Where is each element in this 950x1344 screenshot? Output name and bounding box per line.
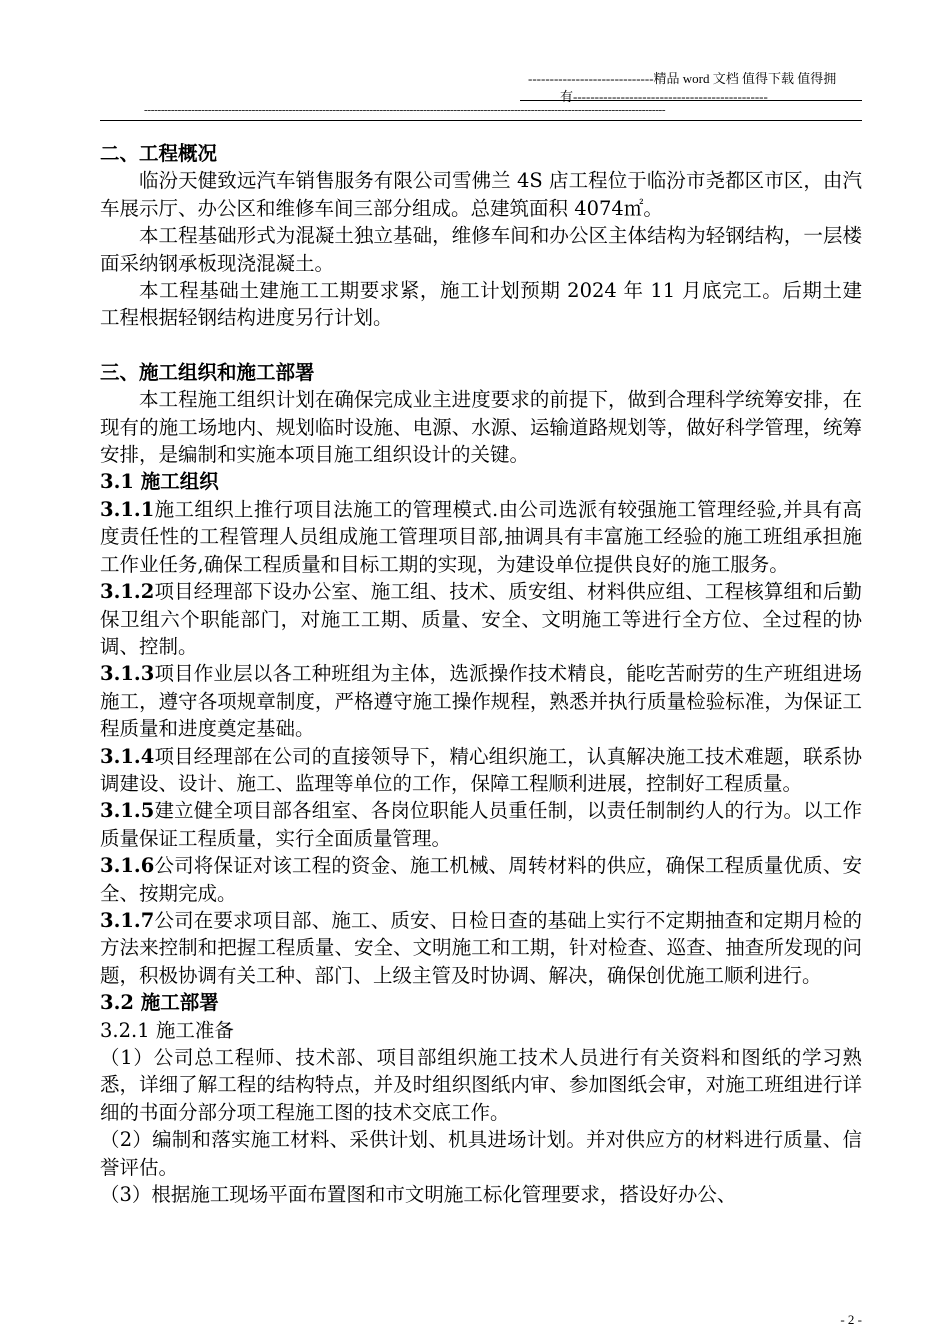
item-number: 3.1.1 [100,497,155,521]
paragraph: 本工程基础形式为混凝土独立基础，维修车间和办公区主体结构为轻钢结构，一层楼面采纳钢承板现浇混凝土。 [100,224,862,275]
list-item [100,496,862,578]
item-text: 项目经理部下设办公室、施工组、技术、质安组、材料供应组、工程核算组和后勤保卫组六个职能部门，对施工工期、质量、安全、文明施工等进行全方位、全过程的协调、控制。 [100,580,862,658]
subsection-heading-3-2: 3.2 施工部署 [100,991,219,1015]
item-text: 公司将保证对该工程的资金、施工机械、周转材料的供应，确保工程质量优质、安全、按期完成。 [100,854,862,905]
section-heading-organization: 三、施工组织和施工部署 [100,360,315,384]
header-rule-short [520,100,862,101]
prep-item: （2）编制和落实施工材料、采供计划、机具进场计划。并对供应方的材料进行质量、信誉评估。 [100,1128,862,1179]
header-rule [100,120,862,121]
list-item [100,852,862,907]
header-dash-line: ----------------------------------------------------------------------------------------------------------------------------------------------------------- [144,104,666,116]
item-number: 3.1.4 [100,744,155,768]
item-text: 公司在要求项目部、施工、质安、日检日查的基础上实行不定期抽查和定期月检的方法来控制和把握工程质量、安全、文明施工和工期，针对检查、巡查、抽查所发现的问题，积极协调有关工种、部门、上级主管及时协调、解决，确保创优施工顺利进行。 [100,908,862,987]
list-item [100,907,862,989]
page-number: - 2 - [840,1312,862,1327]
item-number: 3.1.7 [100,908,155,932]
item-text: 施工组织上推行项目法施工的管理模式.由公司选派有较强施工管理经验,并具有高度责任性的工程管理人员组成施工管理项目部,抽调具有丰富施工经验的施工班组承担施工作业任务,确保工程质量和目标工期的实现，为建设单位提供良好的施工服务。 [100,497,862,576]
paragraph: 临汾天健致远汽车销售服务有限公司雪佛兰 4S 店工程位于临汾市尧都区市区，由汽车展示厅、办公区和维修车间三部分组成。总建筑面积 4074㎡。 [100,169,862,220]
document-body [100,140,862,1208]
header-watermark-line1: -----------------------------精品 word 文档 值得下载 值得拥 [528,71,837,86]
paragraph: 本工程基础土建施工工期要求紧，施工计划预期 2024 年 11 月底完工。后期土建工程根据轻钢结构进度另行计划。 [100,279,862,330]
list-item [100,797,862,852]
subsection-heading-3-1: 3.1 施工组织 [100,470,219,494]
spacer [100,332,862,359]
item-number: 3.1.2 [100,580,155,604]
list-item [100,578,862,660]
item-number: 3.1.6 [100,854,155,878]
section-heading-overview: 二、工程概况 [100,142,218,165]
item-text: 项目作业层以各工种班组为主体，选派操作技术精良，能吃苦耐劳的生产班组进场施工，遵守各项规章制度，严格遵守施工操作规程，熟悉并执行质量检验标准，为保证工程质量和进度奠定基础。 [100,662,862,741]
list-item [100,660,862,742]
list-item [100,743,862,798]
item-number: 3.1.5 [100,799,155,823]
item-text: 项目经理部在公司的直接领导下，精心组织施工，认真解决施工技术难题，联系协调建设、设计、施工、监理等单位的工作，保障工程顺利进展，控制好工程质量。 [100,744,862,795]
subsection-heading-3-2-1: 3.2.1 施工准备 [100,1018,234,1042]
header-watermark-line2: 有--------------------------------------------- [560,89,768,104]
paragraph: 本工程施工组织计划在确保完成业主进度要求的前提下，做到合理科学统筹安排，在现有的施工场地内、规划临时设施、电源、水源、运输道路规划等，做好科学管理，统筹安排，是编制和实施本项目施工组织设计的关键。 [100,388,862,467]
item-text: 建立健全项目部各组室、各岗位职能人员重任制，以责任制制约人的行为。以工作质量保证工程质量，实行全面质量管理。 [100,799,862,850]
prep-item: （1）公司总工程师、技术部、项目部组织施工技术人员进行有关资料和图纸的学习熟悉，详细了解工程的结构特点，并及时组织图纸内审、参加图纸会审，对施工班组进行详细的书面分部分项工程施工图的技术交底工作。 [100,1046,862,1124]
prep-item: （3）根据施工现场平面布置图和市文明施工标化管理要求，搭设好办公、 [100,1183,737,1207]
item-number: 3.1.3 [100,662,155,686]
